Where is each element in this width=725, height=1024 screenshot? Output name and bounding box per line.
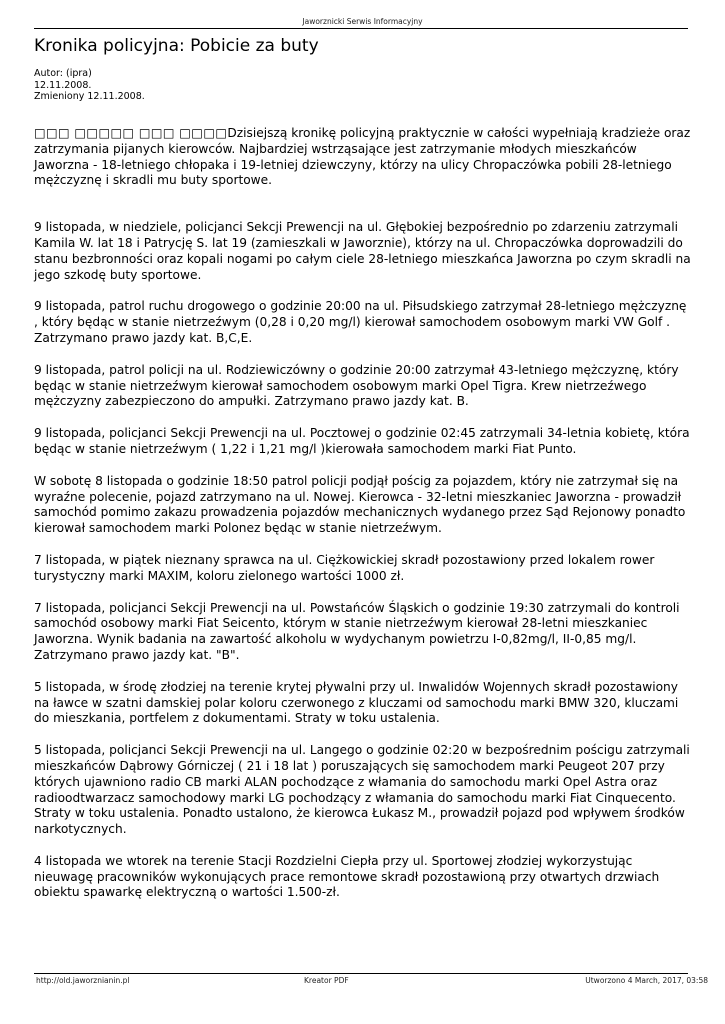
publish-date: 12.11.2008. [34, 79, 92, 91]
article-meta [34, 68, 145, 103]
header-divider [34, 28, 688, 29]
footer-url: http://old.jaworznianin.pl [36, 976, 130, 985]
article-paragraph: W sobotę 8 listopada o godzinie 18:50 patrol policji podjął pościg za pojazdem, który nie zatrzymał się na wyraźne polecenie, pojazd zatrzymano na ul. Nowej. Kierowca - 32-letni mieszkaniec Jaworzna - prowadził samochód pomimo zakazu prowadzenia pojazdów mechanicznych wydanego przez Sąd Rejonowy ponadto kierował samochodem marki Polonez będąc w stanie nietrzeźwym. [34, 473, 686, 536]
article-body [34, 126, 694, 917]
article-paragraph: 4 listopada we wtorek na terenie Stacji Rozdzielni Ciepła przy ul. Sportowej złodziej wykorzystując nieuwagę pracowników wykonujących prace remontowe skradł pozostawioną przy otwartych drzwiach obiektu spawarkę elektryczną o wartości 1.500-zł. [34, 853, 660, 900]
article-paragraph: 5 listopada, w środę złodziej na terenie krytej pływalni przy ul. Inwalidów Wojennych skradł pozostawiony na ławce w szatni damskiej polar koloru czerwonego z kluczami od samochodu marki BMW 320, kluczami do mieszkania, portfelem z dokumentami. Straty w toku ustalenia. [34, 679, 679, 726]
article-paragraph: 7 listopada, policjanci Sekcji Prewencji na ul. Powstańców Śląskich o godzinie 19:30 zatrzymali do kontroli samochód osobowy marki Fiat Seicento, którym w stanie nietrzeźwym kierował 28-letni mieszkaniec Jaworzna. Wynik badania na zawartość alkoholu w wydychanym powietrzu I-0,82mg/l, II-0,85 mg/l. Zatrzymano prawo jazdy kat. "B". [34, 600, 680, 662]
lead-paragraph [34, 126, 694, 189]
lead-text: Dzisiejszą kronikę policyjną praktycznie w całości wypełniają kradzieże oraz zatrzymania pijanych kierowców. Najbardziej wstrząsające jest zatrzymanie młodych mieszkańców Jaworzna - 18-letniego chłopaka i 19-letniej dziewczyny, którzy na ulicy Chropaczówka pobili 28-letniego mężczyznę i skradli mu buty sportowe. [34, 126, 691, 188]
article-title: Kronika policyjna: Pobicie za buty [34, 36, 319, 56]
footer-created: Utworzono 4 March, 2017, 03:58 [585, 976, 708, 985]
footer-generator: Kreator PDF [304, 976, 349, 985]
footer-divider [34, 973, 688, 974]
article-paragraph: 9 listopada, patrol policji na ul. Rodziewiczówny o godzinie 20:00 zatrzymał 43-letniego mężczyznę, który będąc w stanie nietrzeźwym kierował samochodem osobowym marki Opel Tigra. Krew nietrzeźwego mężczyzny zabezpieczono do ampułki. Zatrzymano prawo jazdy kat. B. [34, 362, 679, 409]
article-paragraph: 5 listopada, policjanci Sekcji Prewencji na ul. Langego o godzinie 02:20 w bezpośrednim pościgu zatrzymali mieszkańców Dąbrowy Górniczej ( 21 i 18 lat ) poruszających się samochodem marki Peugeot 207 przy których ujawniono radio CB marki ALAN pochodzące z włamania do samochodu marki Opel Astra oraz radioodtwarzacz samochodowy marki LG pochodzący z włamania do samochodu marki Fiat Cinquecento. Straty w toku ustalenia. Ponadto ustalono, że kierowca Łukasz M., prowadził pojazd pod wpływem środków narkotycznych. [34, 743, 690, 837]
article-paragraph: 9 listopada, policjanci Sekcji Prewencji na ul. Pocztowej o godzinie 02:45 zatrzymali 34-letnia kobietę, która będąc w stanie nietrzeźwym ( 1,22 i 1,21 mg/l )kierowała samochodem marki Fiat Punto. [34, 426, 690, 456]
missing-glyphs: □□□ □□□□□ □□□ □□□□ [34, 126, 228, 140]
article-paragraph: 9 listopada, w niedziele, policjanci Sekcji Prewencji na ul. Głębokiej bezpośrednio po zdarzeniu zatrzymali Kamila W. lat 18 i Patrycję S. lat 19 (zamieszkali w Jaworznie), którzy na ul. Chropaczówka doprowadzili do stanu bezbronności oraz kopali nogami po całym ciele 28-letniego mieszkańca Jaworzna po czym skradli na jego szkodę buty sportowe. [34, 220, 691, 282]
site-header-title: Jaworznicki Serwis Informacyjny [302, 17, 423, 26]
modified-date: Zmieniony 12.11.2008. [34, 91, 145, 102]
author-line: Autor: (ipra) [34, 68, 92, 79]
article-paragraph: 7 listopada, w piątek nieznany sprawca na ul. Ciężkowickiej skradł pozostawiony przed lokalem rower turystyczny marki MAXIM, koloru zielonego wartości 1000 zł. [34, 552, 655, 583]
article-paragraph: 9 listopada, patrol ruchu drogowego o godzinie 20:00 na ul. Piłsudskiego zatrzymał 28-letniego mężczyznę , który będąc w stanie nietrzeźwym (0,28 i 0,20 mg/l) kierował samochodem osobowym marki VW Golf . Zatrzymano prawo jazdy kat. B,C,E. [34, 299, 687, 345]
